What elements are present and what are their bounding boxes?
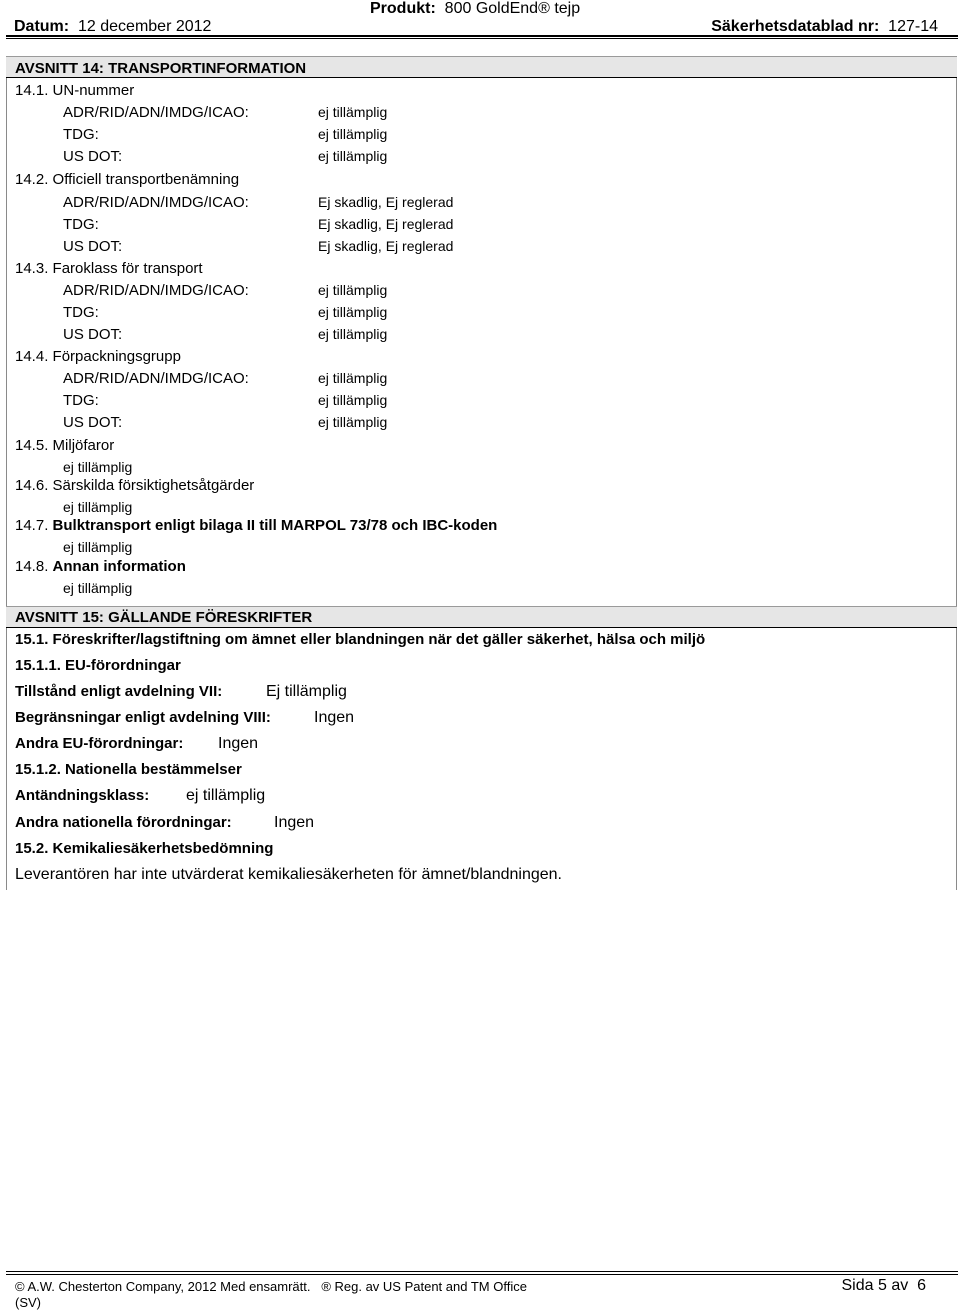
section-15-1-1-heading: 15.1.1. EU-förordningar [15, 657, 181, 674]
header-product-label: Produkt: [370, 0, 436, 17]
footer-rule-thin [6, 1274, 958, 1275]
section-14-6-value: ej tillämplig [63, 499, 133, 515]
frame-right-border [956, 56, 957, 890]
antandning-value: ej tillämplig [186, 787, 266, 804]
antandning-label: Antändningsklass: [15, 787, 150, 804]
row-label: TDG: [63, 126, 99, 143]
frame-left-border [6, 56, 7, 890]
section-14-7-value: ej tillämplig [63, 539, 133, 555]
row-label: TDG: [63, 304, 99, 321]
begransningar-label: Begränsningar enligt avdelning VIII: [15, 709, 271, 726]
row-label: US DOT: [63, 238, 123, 255]
andra-eu-value: Ingen [218, 735, 259, 752]
header-product-value: 800 GoldEnd® tejp [444, 0, 581, 17]
header-sds-number [711, 18, 938, 36]
andra-nationella-label: Andra nationella förordningar: [15, 814, 232, 831]
row-label: US DOT: [63, 148, 123, 165]
row-value: ej tillämplig [318, 326, 388, 342]
row-value: ej tillämplig [318, 104, 388, 120]
section-15-2-heading: 15.2. Kemikaliesäkerhetsbedömning [15, 840, 274, 857]
section-14-2-heading: 14.2. Officiell transportbenämning [15, 171, 240, 188]
section-15-title: AVSNITT 15: GÄLLANDE FÖRESKRIFTER [15, 609, 313, 626]
row-value: ej tillämplig [318, 126, 388, 142]
andra-eu-label: Andra EU-förordningar: [15, 735, 184, 752]
begransningar-value: Ingen [314, 709, 355, 726]
row-label: US DOT: [63, 326, 123, 343]
section-15-2-text: Leverantören har inte utvärderat kemikaliesäkerheten för ämnet/blandningen. [15, 866, 562, 883]
section-14-4-heading: 14.4. Förpackningsgrupp [15, 348, 181, 365]
row-label: ADR/RID/ADN/IMDG/ICAO: [63, 370, 249, 387]
header-sds-label: Säkerhetsdatablad nr: [711, 18, 880, 35]
section-14-1-heading: 14.1. UN-nummer [15, 82, 135, 99]
row-value: ej tillämplig [318, 392, 388, 408]
tillstand-label: Tillstånd enligt avdelning VII: [15, 683, 223, 700]
section-15-1-heading: 15.1. Föreskrifter/lagstiftning om ämnet eller blandningen när det gäller säkerhet, hälsa och miljö [15, 631, 706, 648]
section-14-7-heading: 14.7. Bulktransport enligt bilaga II till MARPOL 73/78 och IBC-koden [15, 517, 498, 534]
footer-page-number: Sida 5 av 6 [841, 1277, 926, 1294]
section-14-6-heading: 14.6. Särskilda försiktighetsåtgärder [15, 477, 255, 494]
row-label: ADR/RID/ADN/IMDG/ICAO: [63, 282, 249, 299]
footer-language: (SV) [15, 1295, 41, 1310]
header-date-label: Datum: [14, 18, 70, 35]
header-rule [6, 35, 958, 37]
row-value: Ej skadlig, Ej reglerad [318, 194, 454, 210]
footer-rule [6, 1271, 958, 1272]
section-14-8-heading: 14.8. Annan information [15, 558, 186, 575]
row-value: Ej skadlig, Ej reglerad [318, 238, 454, 254]
section-14-5-heading: 14.5. Miljöfaror [15, 437, 115, 454]
row-label: TDG: [63, 392, 99, 409]
row-value: ej tillämplig [318, 414, 388, 430]
section-14-3-heading: 14.3. Faroklass för transport [15, 260, 203, 277]
header-date-value: 12 december 2012 [78, 18, 212, 35]
footer-copyright: © A.W. Chesterton Company, 2012 Med ensamrätt. ® Reg. av US Patent and TM Office [15, 1279, 527, 1294]
section-15-1-2-heading: 15.1.2. Nationella bestämmelser [15, 761, 242, 778]
row-label: TDG: [63, 216, 99, 233]
row-label: ADR/RID/ADN/IMDG/ICAO: [63, 194, 249, 211]
row-value: ej tillämplig [318, 282, 388, 298]
section-14-8-value: ej tillämplig [63, 580, 133, 596]
row-value: ej tillämplig [318, 370, 388, 386]
row-label: ADR/RID/ADN/IMDG/ICAO: [63, 104, 249, 121]
tillstand-row [15, 683, 222, 700]
header-sds-value: 127-14 [888, 18, 938, 35]
row-value: ej tillämplig [318, 304, 388, 320]
header-date [14, 18, 211, 36]
row-value: ej tillämplig [318, 148, 388, 164]
header-product [370, 0, 580, 18]
andra-nationella-value: Ingen [274, 814, 315, 831]
tillstand-value: Ej tillämplig [266, 683, 347, 700]
row-value: Ej skadlig, Ej reglerad [318, 216, 454, 232]
row-label: US DOT: [63, 414, 123, 431]
section-14-5-value: ej tillämplig [63, 459, 133, 475]
section-14-title: AVSNITT 14: TRANSPORTINFORMATION [15, 60, 307, 77]
header-rule-thin [6, 38, 958, 39]
